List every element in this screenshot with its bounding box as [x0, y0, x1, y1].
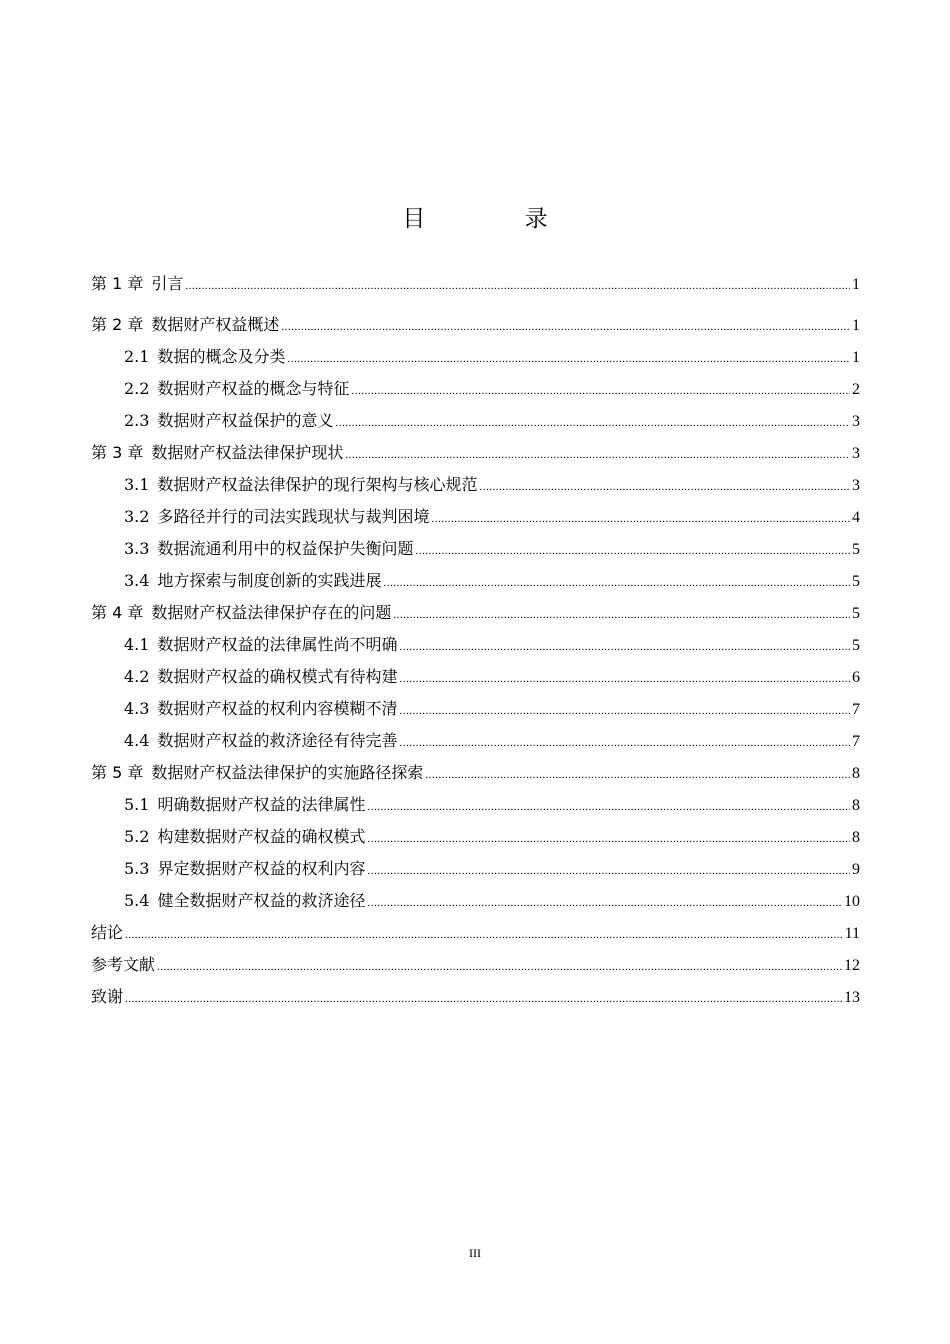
toc-entry-number: 3.4: [124, 571, 150, 590]
page-title: 目 录: [402, 206, 594, 232]
toc-entry-label: 数据流通利用中的权益保护失衡问题: [157, 539, 414, 558]
toc-entry-title: [91, 309, 279, 341]
toc-entry-number: 4.3: [124, 699, 150, 718]
toc-dot-leader: [367, 887, 842, 919]
toc-entry-title: [91, 437, 343, 469]
toc-page-number: 4: [852, 509, 860, 526]
toc-page-number: 9: [852, 861, 860, 878]
toc-entry-title: [124, 565, 381, 597]
toc-page-number: 13: [844, 989, 860, 1006]
toc-entry-label: 数据财产权益概述: [151, 315, 280, 334]
table-of-contents: [91, 268, 860, 1013]
toc-entry-title: [124, 501, 429, 533]
toc-section-entry[interactable]: [91, 405, 860, 437]
toc-entry-number: 5.3: [124, 859, 150, 878]
toc-entry-label: 数据财产权益法律保护存在的问题: [151, 603, 392, 622]
toc-entry-label: 多路径并行的司法实践现状与裁判困境: [157, 507, 430, 526]
toc-entry-title: [91, 949, 155, 981]
toc-entry-number: 2.3: [124, 411, 150, 430]
toc-section-entry[interactable]: [91, 469, 860, 501]
toc-dot-leader: [351, 375, 850, 407]
toc-chapter-entry[interactable]: [91, 757, 860, 789]
toc-entry-label: 界定数据财产权益的权利内容: [157, 859, 366, 878]
toc-chapter-entry[interactable]: [91, 268, 860, 300]
toc-entry-label: 明确数据财产权益的法律属性: [157, 795, 366, 814]
toc-chapter-entry[interactable]: [91, 981, 860, 1013]
toc-entry-title: [91, 981, 123, 1013]
toc-entry-number: 5.1: [124, 795, 150, 814]
toc-entry-title: [124, 693, 397, 725]
toc-entry-title: [124, 789, 365, 821]
toc-page-number: 3: [852, 445, 860, 462]
toc-page-number: 11: [844, 925, 860, 942]
toc-section-entry[interactable]: [91, 789, 860, 821]
toc-dot-leader: [335, 407, 850, 439]
toc-page-number: 8: [852, 765, 860, 782]
toc-entry-title: [124, 533, 413, 565]
toc-entry-title: [124, 629, 397, 661]
toc-section-entry[interactable]: [91, 501, 860, 533]
toc-entry-title: [124, 373, 349, 405]
toc-entry-number: 第 1 章: [91, 274, 144, 293]
toc-chapter-entry[interactable]: [91, 949, 860, 981]
toc-entry-title: [124, 405, 333, 437]
toc-page-number: 7: [852, 733, 860, 750]
toc-entry-label: 数据财产权益的救济途径有待完善: [157, 731, 398, 750]
toc-entry-number: 第 4 章: [91, 603, 144, 622]
toc-entry-label: 数据财产权益法律保护现状: [151, 443, 344, 462]
toc-dot-leader: [425, 759, 850, 791]
toc-entry-title: [91, 757, 423, 789]
toc-section-entry[interactable]: [91, 565, 860, 597]
toc-entry-title: [124, 469, 477, 501]
toc-page-number: 1: [852, 317, 860, 334]
toc-chapter-entry[interactable]: [91, 309, 860, 341]
toc-section-entry[interactable]: [91, 661, 860, 693]
toc-entry-number: 4.1: [124, 635, 150, 654]
toc-dot-leader: [185, 270, 850, 302]
toc-chapter-entry[interactable]: [91, 597, 860, 629]
toc-entry-title: [124, 853, 365, 885]
toc-entry-title: [91, 268, 183, 300]
toc-entry-number: 5.2: [124, 827, 150, 846]
toc-section-entry[interactable]: [91, 885, 860, 917]
toc-entry-label: 构建数据财产权益的确权模式: [157, 827, 366, 846]
toc-entry-number: 2.1: [124, 347, 150, 366]
toc-dot-leader: [399, 663, 850, 695]
toc-page-number: 8: [852, 829, 860, 846]
toc-section-entry[interactable]: [91, 821, 860, 853]
toc-entry-label: 数据财产权益的确权模式有待构建: [157, 667, 398, 686]
toc-page-number: 5: [852, 637, 860, 654]
toc-page-number: 2: [852, 381, 860, 398]
toc-entry-title: [124, 885, 365, 917]
toc-entry-label: 结论: [91, 923, 124, 942]
toc-section-entry[interactable]: [91, 341, 860, 373]
toc-dot-leader: [125, 919, 843, 951]
toc-entry-number: 2.2: [124, 379, 150, 398]
toc-entry-label: 数据财产权益的概念与特征: [157, 379, 350, 398]
toc-page-number: 5: [852, 605, 860, 622]
toc-entry-title: [124, 821, 365, 853]
toc-entry-number: 3.2: [124, 507, 150, 526]
toc-dot-leader: [367, 823, 850, 855]
toc-entry-label: 数据的概念及分类: [157, 347, 286, 366]
toc-entry-number: 4.2: [124, 667, 150, 686]
toc-dot-leader: [281, 311, 850, 343]
toc-entry-number: 3.1: [124, 475, 150, 494]
toc-entry-label: 数据财产权益法律保护的实施路径探索: [151, 763, 424, 782]
footer-page-number: III: [469, 1246, 481, 1260]
toc-section-entry[interactable]: [91, 693, 860, 725]
toc-page-number: 5: [852, 541, 860, 558]
toc-dot-leader: [345, 439, 850, 471]
toc-dot-leader: [383, 567, 850, 599]
toc-page-number: 3: [852, 477, 860, 494]
toc-entry-number: 第 3 章: [91, 443, 144, 462]
toc-entry-number: 5.4: [124, 891, 150, 910]
toc-entry-label: 引言: [151, 274, 184, 293]
toc-dot-leader: [157, 951, 842, 983]
toc-page-number: 8: [852, 797, 860, 814]
toc-entry-label: 数据财产权益的权利内容模糊不清: [157, 699, 398, 718]
toc-entry-number: 3.3: [124, 539, 150, 558]
toc-entry-number: 4.4: [124, 731, 150, 750]
toc-entry-label: 数据财产权益的法律属性尚不明确: [157, 635, 398, 654]
toc-dot-leader: [287, 343, 850, 375]
toc-section-entry[interactable]: [91, 533, 860, 565]
toc-dot-leader: [415, 535, 850, 567]
toc-dot-leader: [125, 983, 842, 1015]
toc-page-number: 12: [844, 957, 860, 974]
toc-chapter-entry[interactable]: [91, 917, 860, 949]
toc-dot-leader: [399, 727, 850, 759]
toc-entry-label: 健全数据财产权益的救济途径: [157, 891, 366, 910]
toc-dot-leader: [393, 599, 850, 631]
toc-entry-label: 数据财产权益保护的意义: [157, 411, 334, 430]
toc-entry-title: [91, 917, 123, 949]
toc-dot-leader: [431, 503, 850, 535]
toc-entry-label: 地方探索与制度创新的实践进展: [157, 571, 382, 590]
toc-entry-title: [124, 341, 285, 373]
toc-entry-number: 第 5 章: [91, 763, 144, 782]
toc-page-number: 10: [844, 893, 860, 910]
toc-entry-title: [91, 597, 391, 629]
toc-page-number: 7: [852, 701, 860, 718]
toc-entry-number: 第 2 章: [91, 315, 144, 334]
toc-section-entry[interactable]: [91, 373, 860, 405]
toc-section-entry[interactable]: [91, 629, 860, 661]
toc-chapter-entry[interactable]: [91, 437, 860, 469]
toc-entry-title: [124, 661, 397, 693]
toc-page-number: 6: [852, 669, 860, 686]
toc-entry-label: 数据财产权益法律保护的现行架构与核心规范: [157, 475, 478, 494]
toc-page-number: 5: [852, 573, 860, 590]
toc-section-entry[interactable]: [91, 725, 860, 757]
toc-entry-label: 参考文献: [91, 955, 156, 974]
toc-dot-leader: [399, 631, 850, 663]
toc-entry-label: 致谢: [91, 987, 124, 1006]
toc-page-number: 1: [852, 276, 860, 293]
toc-entry-title: [124, 725, 397, 757]
toc-section-entry[interactable]: [91, 853, 860, 885]
toc-page-number: 3: [852, 413, 860, 430]
toc-dot-leader: [367, 791, 850, 823]
toc-page-number: 1: [852, 349, 860, 366]
toc-dot-leader: [399, 695, 850, 727]
toc-dot-leader: [367, 855, 850, 887]
toc-dot-leader: [479, 471, 850, 503]
